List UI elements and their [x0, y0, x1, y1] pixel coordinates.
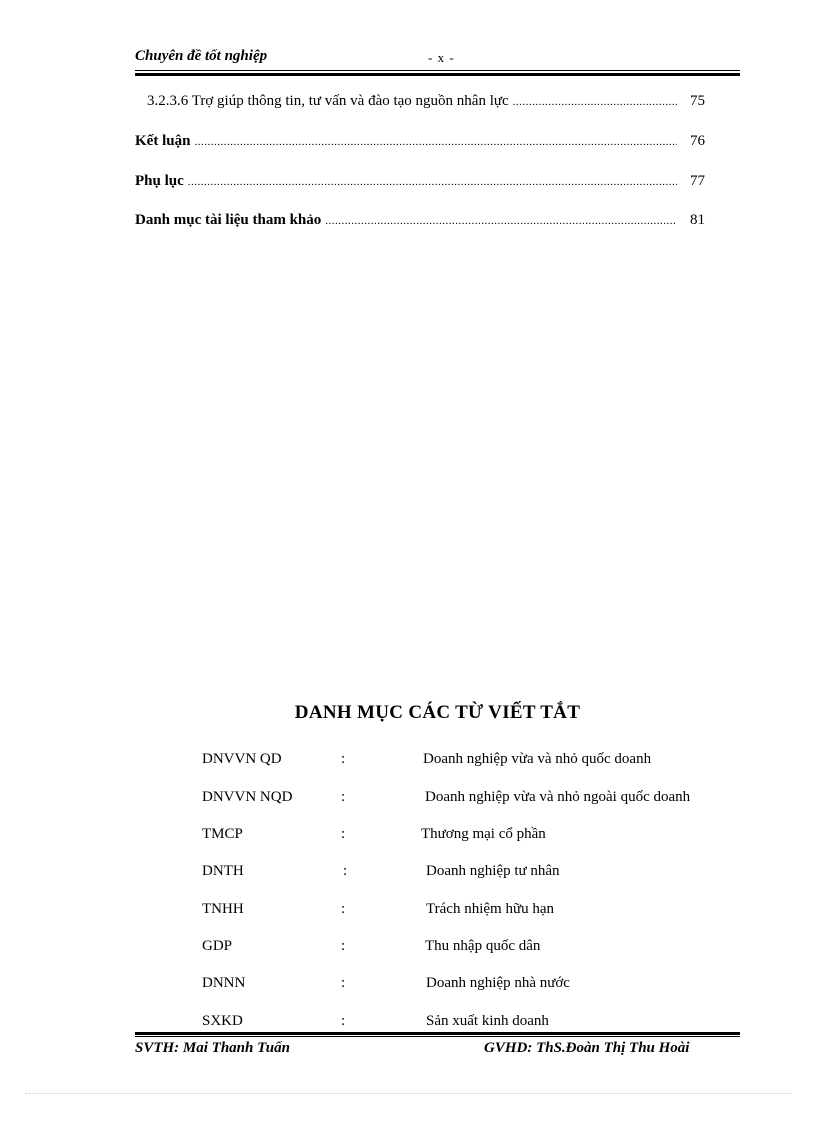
toc-page-number: 81	[690, 212, 705, 228]
abbreviation-code: SXKD	[202, 1013, 243, 1029]
abbreviation-code: DNNN	[202, 975, 246, 991]
abbreviation-code: DNTH	[202, 863, 244, 879]
footer-rule-thin	[135, 1036, 740, 1037]
toc-row	[135, 173, 705, 193]
abbreviation-colon: :	[341, 1013, 346, 1029]
abbreviation-colon: :	[341, 938, 346, 954]
abbreviation-code: TMCP	[202, 826, 243, 842]
abbreviation-row	[0, 789, 816, 809]
abbreviation-colon: :	[343, 863, 348, 879]
page-bottom-edge	[25, 1093, 791, 1094]
abbreviation-meaning: Doanh nghiệp nhà nước	[426, 975, 570, 991]
abbreviation-colon: :	[341, 975, 346, 991]
footer-advisor: GVHD: ThS.Đoàn Thị Thu Hoài	[484, 1040, 690, 1056]
toc-row	[135, 212, 705, 232]
abbreviation-code: GDP	[202, 938, 233, 954]
abbreviation-row	[0, 1013, 816, 1033]
header-title: Chuyên đề tốt nghiệp	[135, 48, 268, 64]
abbreviation-row	[0, 826, 816, 846]
abbreviations-title: DANH MỤC CÁC TỪ VIẾT TẮT	[294, 702, 581, 723]
toc-page-number: 75	[690, 93, 705, 109]
abbreviation-meaning: Doanh nghiệp vừa và nhỏ ngoài quốc doanh	[425, 789, 691, 805]
abbreviation-meaning: Sản xuất kinh doanh	[426, 1013, 549, 1029]
toc-label: 3.2.3.6 Trợ giúp thông tin, tư vấn và đào tạo nguồn nhân lực	[147, 93, 509, 109]
toc-page-number: 77	[690, 173, 705, 189]
abbreviation-meaning: Thu nhập quốc dân	[425, 938, 541, 954]
toc-leader	[188, 176, 677, 188]
abbreviation-colon: :	[341, 789, 346, 805]
toc-row	[135, 133, 705, 153]
footer-rule-thick	[135, 1032, 740, 1035]
abbreviation-code: DNVVN QD	[202, 751, 282, 767]
abbreviation-code: DNVVN NQD	[202, 789, 293, 805]
toc-leader	[513, 96, 677, 108]
abbreviation-row	[0, 901, 816, 921]
header-rule-thick	[135, 73, 740, 76]
toc-label: Kết luận	[135, 133, 191, 149]
abbreviation-code: TNHH	[202, 901, 244, 917]
toc-page-number: 76	[690, 133, 705, 149]
header-rule-thin	[135, 70, 740, 71]
header-page-number: - x -	[428, 50, 455, 65]
abbreviation-row	[0, 938, 816, 958]
toc-leader	[325, 215, 677, 227]
abbreviation-meaning: Trách nhiệm hữu hạn	[426, 901, 554, 917]
abbreviation-meaning: Thương mại cổ phần	[421, 826, 546, 842]
abbreviation-meaning: Doanh nghiệp vừa và nhỏ quốc doanh	[423, 751, 652, 767]
toc-row	[147, 93, 705, 113]
abbreviation-colon: :	[341, 751, 346, 767]
abbreviation-row	[0, 751, 816, 771]
abbreviation-colon: :	[341, 901, 346, 917]
toc-label: Danh mục tài liệu tham khảo	[135, 212, 322, 228]
abbreviation-row	[0, 975, 816, 995]
toc-label: Phụ lục	[135, 173, 184, 189]
toc-leader	[194, 136, 677, 148]
abbreviation-row	[0, 863, 816, 883]
abbreviation-colon: :	[341, 826, 346, 842]
abbreviation-meaning: Doanh nghiệp tư nhân	[426, 863, 560, 879]
footer-student: SVTH: Mai Thanh Tuấn	[135, 1040, 290, 1056]
